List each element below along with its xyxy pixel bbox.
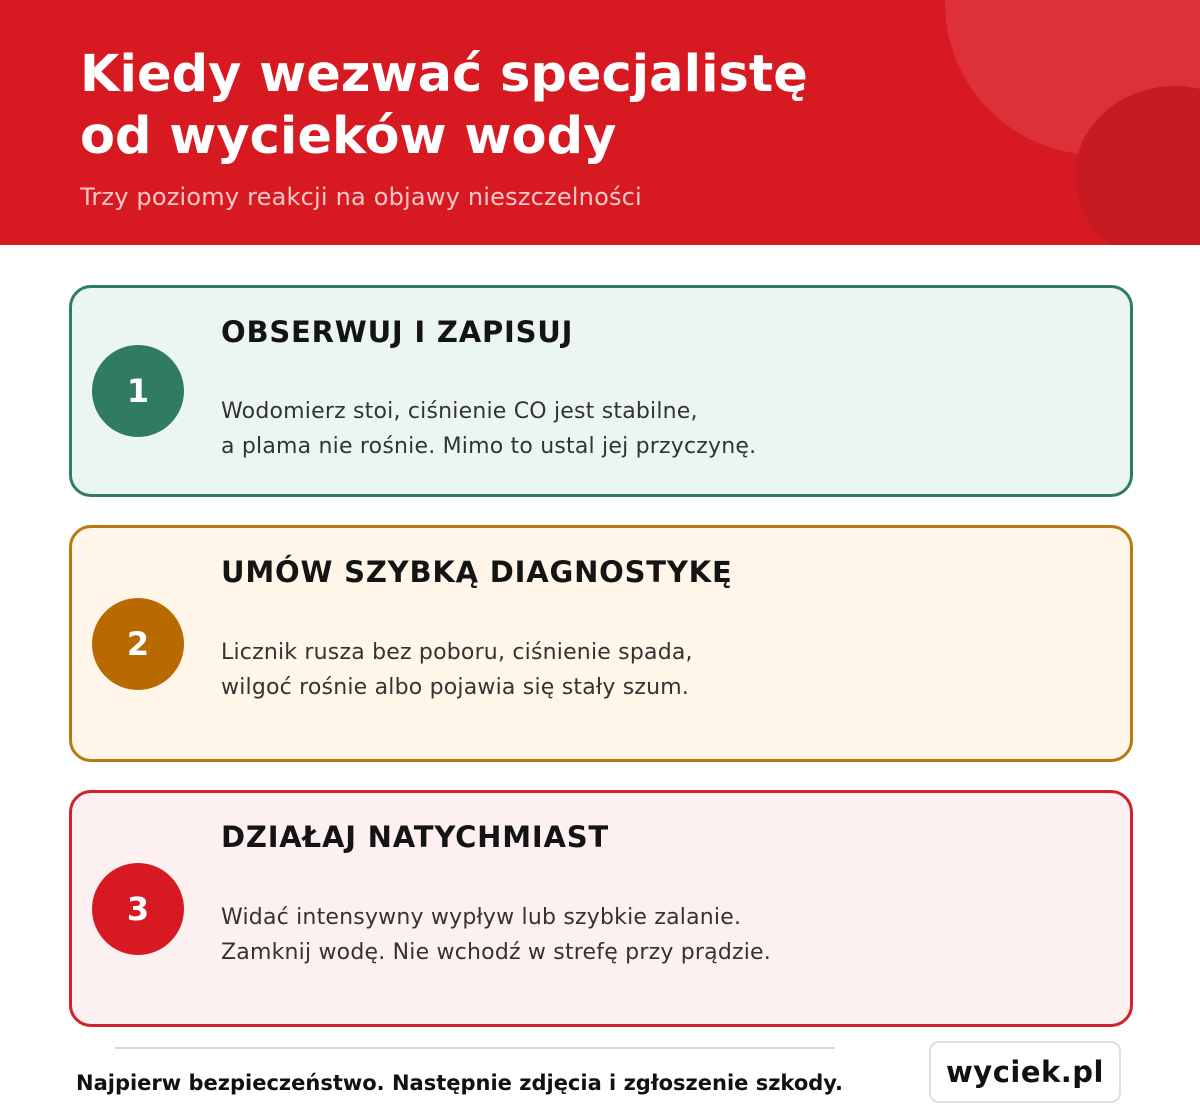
level-number-badge: 2: [92, 598, 184, 690]
footer-safety-note: Najpierw bezpieczeństwo. Następnie zdjęcia i zgłoszenie szkody.: [76, 1071, 844, 1095]
level-card-urgent: [69, 790, 1133, 1027]
footer-divider: [115, 1047, 835, 1049]
level-description: [221, 900, 771, 970]
level-description: [221, 635, 693, 705]
level-description-line: Wodomierz stoi, ciśnienie CO jest stabilne,: [221, 399, 698, 424]
level-title: OBSERWUJ I ZAPISUJ: [221, 315, 574, 349]
level-description-line: a plama nie rośnie. Mimo to ustal jej przyczynę.: [221, 434, 757, 459]
page-title-line: Kiedy wezwać specjalistę: [80, 45, 808, 104]
level-description-line: Zamknij wodę. Nie wchodź w strefę przy prądzie.: [221, 940, 771, 965]
level-description-line: wilgoć rośnie albo pojawia się stały szum.: [221, 675, 690, 700]
level-description-line: Widać intensywny wypływ lub szybkie zalanie.: [221, 905, 742, 930]
brand-logo: wyciek.pl: [929, 1041, 1121, 1103]
level-card-observe: [69, 285, 1133, 497]
page-subtitle: Trzy poziomy reakcji na objawy nieszczelności: [80, 183, 642, 211]
level-number-badge: 1: [92, 345, 184, 437]
level-card-diagnose: [69, 525, 1133, 762]
level-description-line: Licznik rusza bez poboru, ciśnienie spada,: [221, 640, 693, 665]
level-title: UMÓW SZYBKĄ DIAGNOSTYKĘ: [221, 555, 733, 589]
level-title: DZIAŁAJ NATYCHMIAST: [221, 820, 610, 854]
page-title-line: od wycieków wody: [80, 107, 617, 166]
level-description: [221, 394, 756, 464]
level-number-badge: 3: [92, 863, 184, 955]
header-banner: [0, 0, 1200, 245]
page-title: [80, 44, 980, 168]
